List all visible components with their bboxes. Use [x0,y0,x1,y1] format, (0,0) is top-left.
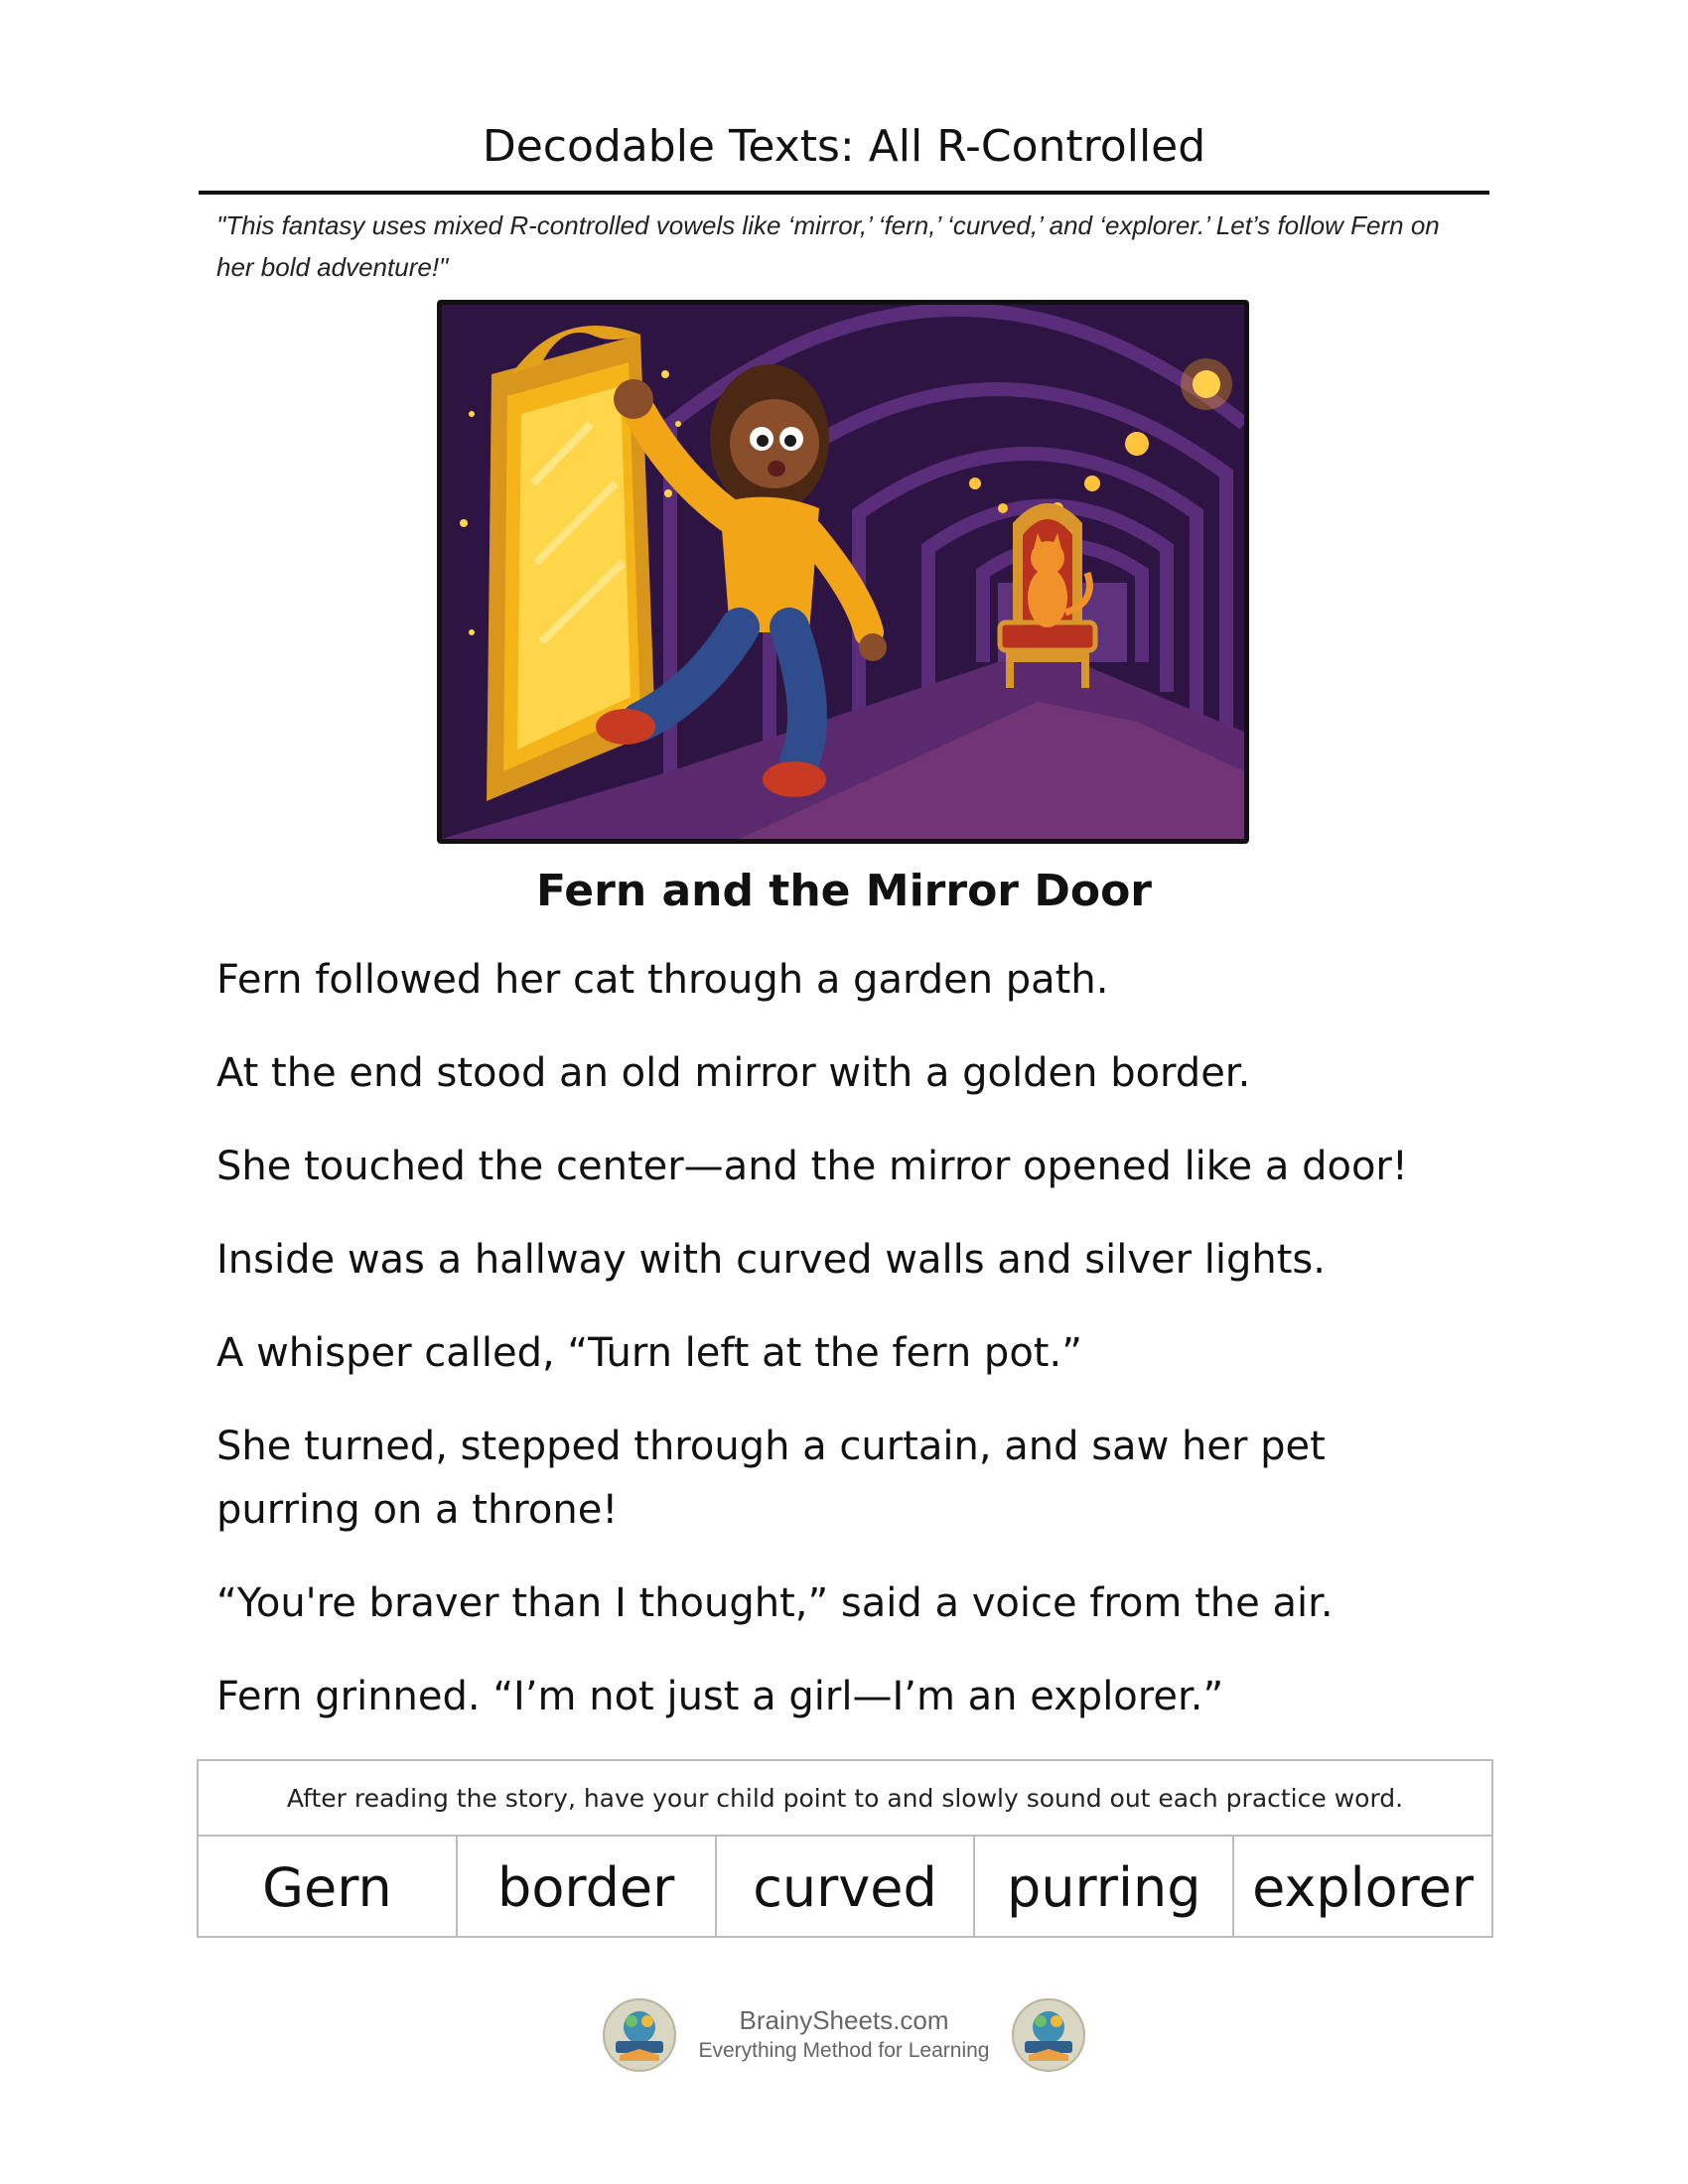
practice-word: explorer [1252,1855,1475,1919]
footer-tagline: Everything Method for Learning [698,2039,990,2062]
footer [596,1997,1092,2077]
practice-word: Gern [199,1837,458,1938]
brainysheets-logo-icon [1011,1997,1086,2073]
story-line: Fern grinned. “I’m not just a girl—I’m an explorer.” [216,1674,1224,1719]
practice-word: curved [717,1837,976,1938]
page-title: Decodable Texts: All R-Controlled [482,121,1206,172]
brainysheets-logo-icon [602,1997,677,2073]
footer-site: BrainySheets.com [739,2005,949,2035]
girl-mirror-door-illustration [442,305,1244,839]
practice-words-row [199,1837,1491,1938]
practice-word: purring [975,1837,1234,1938]
practice-word: border [458,1837,717,1938]
story-line: Inside was a hallway with curved walls and silver lights. [216,1237,1326,1283]
story-title: Fern and the Mirror Door [536,866,1152,916]
practice-words-table [197,1759,1493,1938]
story-line: She touched the center—and the mirror opened like a door! [216,1144,1408,1189]
title-divider [199,191,1489,195]
story-line: A whisper called, “Turn left at the fern pot.” [216,1330,1082,1376]
practice-instruction: After reading the story, have your child point to and slowly sound out each practice word. [199,1761,1491,1837]
story-line: Fern followed her cat through a garden path. [216,957,1109,1003]
story-text [216,948,1487,1758]
story-line: “You're braver than I thought,” said a voice from the air. [216,1580,1334,1626]
story-illustration [437,300,1249,844]
story-line: She turned, stepped through a curtain, and saw her pet purring on a throne! [216,1424,1326,1533]
story-line: At the end stood an old mirror with a golden border. [216,1050,1251,1096]
intro-text: "This fantasy uses mixed R-controlled vowels like ‘mirror,’ ‘fern,’ ‘curved,’ and ‘explorer.’ Let’s follow Fern on her bold adventure!" [216,210,1440,282]
